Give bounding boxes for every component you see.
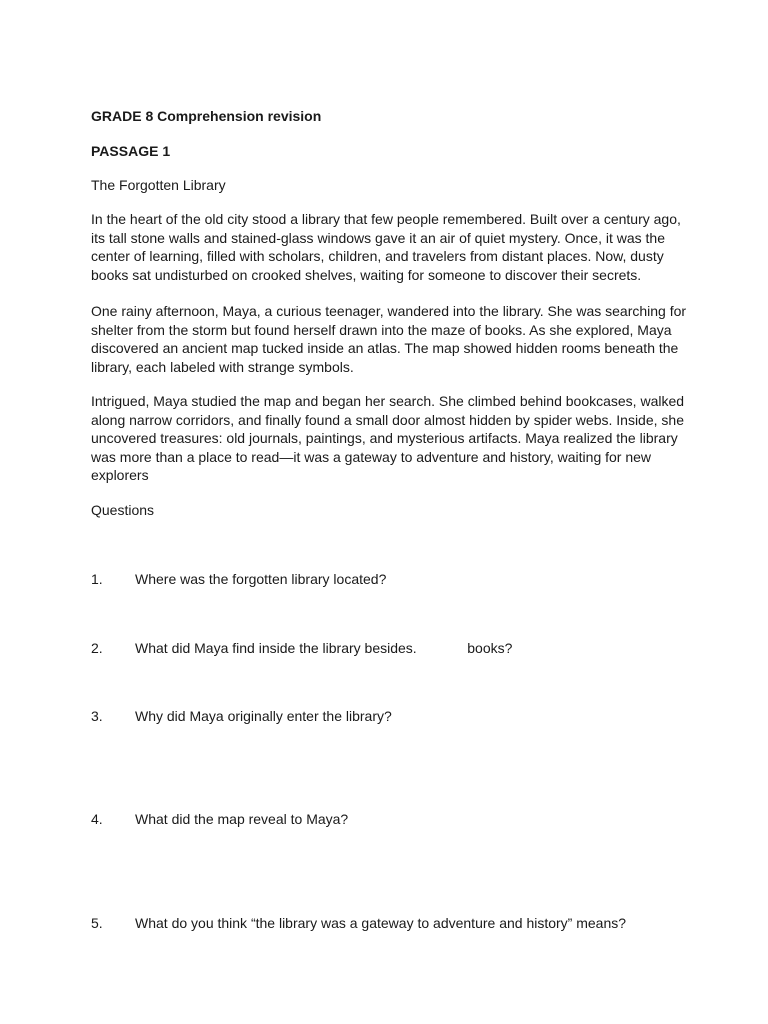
question-text: What do you think “the library was a gateway to adventure and history” means? [135, 915, 627, 931]
question-number: 1. [91, 571, 103, 587]
question-number: 2. [91, 640, 103, 656]
paragraph-3: Intrigued, Maya studied the map and began her search. She climbed behind bookcases, walked along narrow corridors, and finally found a small door almost hidden by spider webs. Inside, she uncovered treasures: old journals, paintings, and mysterious artifacts. Maya realized the library was more than a place to read—it was a gateway to adventure and history, waiting for new explorers [91, 393, 685, 484]
question-number: 3. [91, 708, 103, 724]
document-heading: GRADE 8 Comprehension revision [91, 108, 322, 124]
question-text: What did Maya find inside the library besides. books? [135, 640, 513, 656]
passage-label: PASSAGE 1 [91, 143, 171, 159]
paragraph-2: One rainy afternoon, Maya, a curious teenager, wandered into the library. She was searching for shelter from the storm but found herself drawn into the maze of books. As she explored, Maya discovered an ancient map tucked inside an atlas. The map showed hidden rooms beneath the library, each labeled with strange symbols. [91, 303, 687, 375]
question-text: Where was the forgotten library located? [135, 571, 387, 587]
question-number: 4. [91, 811, 103, 827]
question-number: 5. [91, 915, 103, 931]
questions-label: Questions [91, 502, 155, 518]
question-text: Why did Maya originally enter the library? [135, 708, 392, 724]
paragraph-1: In the heart of the old city stood a library that few people remembered. Built over a century ago, its tall stone walls and stained-glass windows gave it an air of quiet mystery. Once, it was the center of learning, filled with scholars, children, and travelers from distant places. Now, dusty books sat undisturbed on crooked shelves, waiting for someone to discover their secrets. [91, 211, 681, 283]
question-text: What did the map reveal to Maya? [135, 811, 349, 827]
story-title: The Forgotten Library [91, 177, 226, 193]
